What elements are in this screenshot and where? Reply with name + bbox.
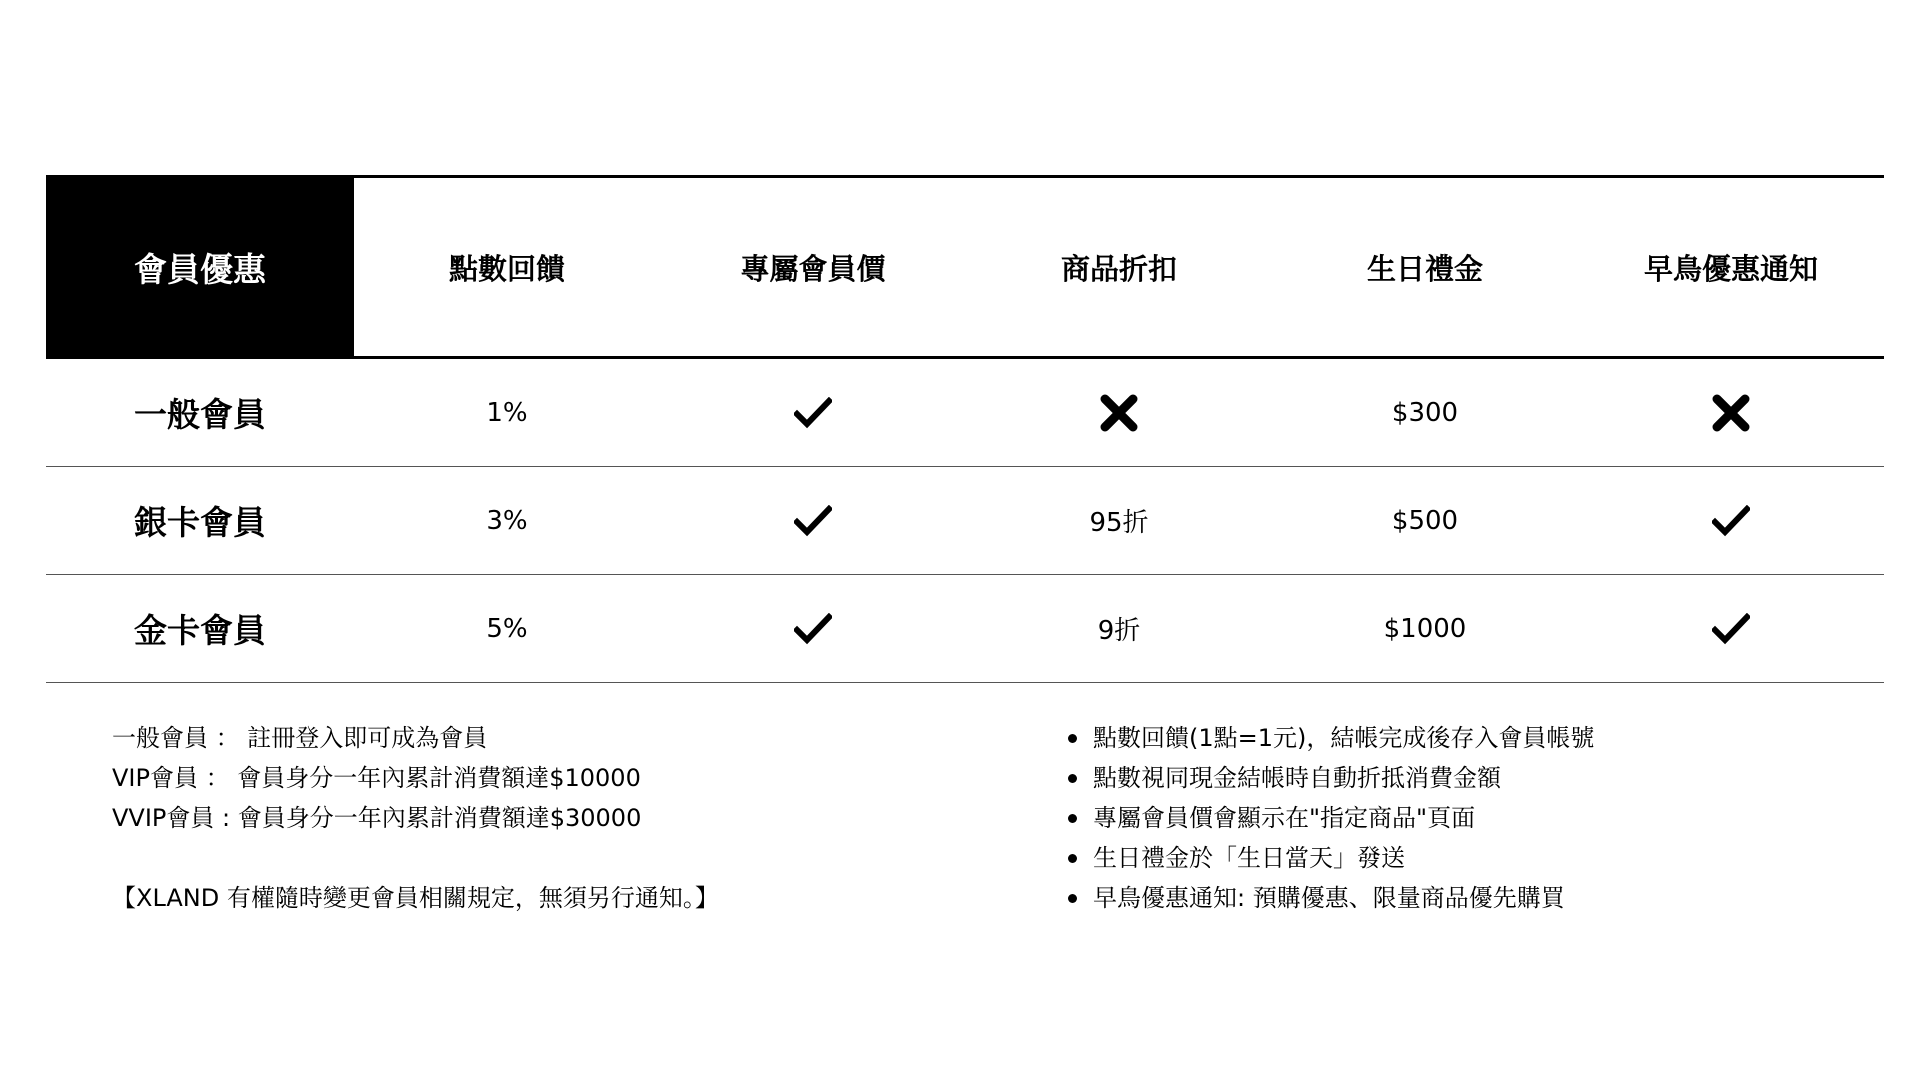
tier-note-vvip: VVIP會員 : 會員身分一年內累計消費額達$30000 — [112, 804, 642, 832]
points-value: 3% — [486, 505, 528, 536]
table-row-general — [46, 359, 1884, 467]
cross-icon — [1578, 359, 1884, 466]
list-item — [1068, 798, 1594, 838]
membership-benefits-table — [46, 175, 1884, 683]
header-birthday-credit: 生日禮金 — [1366, 251, 1483, 286]
table-row-silver — [46, 467, 1884, 575]
check-icon — [1578, 467, 1884, 574]
header-points-rebate: 點數回饋 — [448, 251, 565, 286]
list-item — [1068, 718, 1594, 758]
list-item-text: 生日禮金於「生日當天」發送 — [1093, 844, 1405, 872]
check-icon — [660, 467, 966, 574]
benefit-notes-list — [1068, 718, 1594, 918]
bullet-icon — [1068, 854, 1077, 863]
list-item — [1068, 838, 1594, 878]
discount-value: 95折 — [1089, 508, 1149, 538]
list-item-text: 點數視同現金結帳時自動折抵消費金額 — [1093, 764, 1501, 792]
birthday-value: $300 — [1391, 397, 1459, 428]
tier-name: 一般會員 — [134, 395, 266, 434]
list-item — [1068, 878, 1594, 918]
points-value: 5% — [486, 613, 528, 644]
bullet-icon — [1068, 814, 1077, 823]
list-item-text: 點數回饋(1點=1元)，結帳完成後存入會員帳號 — [1093, 724, 1595, 752]
check-icon — [660, 575, 966, 682]
check-icon — [1578, 575, 1884, 682]
table-row-gold — [46, 575, 1884, 683]
tier-note-vip: VIP會員 ： 會員身分一年內累計消費額達$10000 — [112, 764, 641, 792]
discount-value: 9折 — [1097, 616, 1141, 646]
list-item — [1068, 758, 1594, 798]
birthday-value: $500 — [1391, 505, 1459, 536]
header-corner-cell: 會員優惠 — [46, 178, 354, 356]
bullet-icon — [1068, 734, 1077, 743]
list-item-text: 早鳥優惠通知: 預購優惠、限量商品優先購買 — [1093, 884, 1565, 912]
disclaimer: 【XLAND 有權隨時變更會員相關規定，無須另行通知。】 — [112, 884, 719, 912]
points-value: 1% — [486, 397, 528, 428]
cross-icon — [966, 359, 1272, 466]
tier-name: 銀卡會員 — [134, 503, 266, 542]
check-icon — [660, 359, 966, 466]
tier-note-general: 一般會員 ： 註冊登入即可成為會員 — [112, 724, 488, 752]
tier-name: 金卡會員 — [134, 611, 266, 650]
header-early-bird: 早鳥優惠通知 — [1643, 251, 1818, 286]
bullet-icon — [1068, 894, 1077, 903]
membership-tier-notes — [112, 718, 719, 918]
spacer — [112, 838, 719, 878]
header-product-discount: 商品折扣 — [1060, 251, 1177, 286]
bullet-icon — [1068, 774, 1077, 783]
header-member-price: 專屬會員價 — [740, 251, 886, 286]
birthday-value: $1000 — [1383, 613, 1467, 644]
table-header-row — [46, 175, 1884, 359]
list-item-text: 專屬會員價會顯示在"指定商品"頁面 — [1093, 804, 1476, 832]
